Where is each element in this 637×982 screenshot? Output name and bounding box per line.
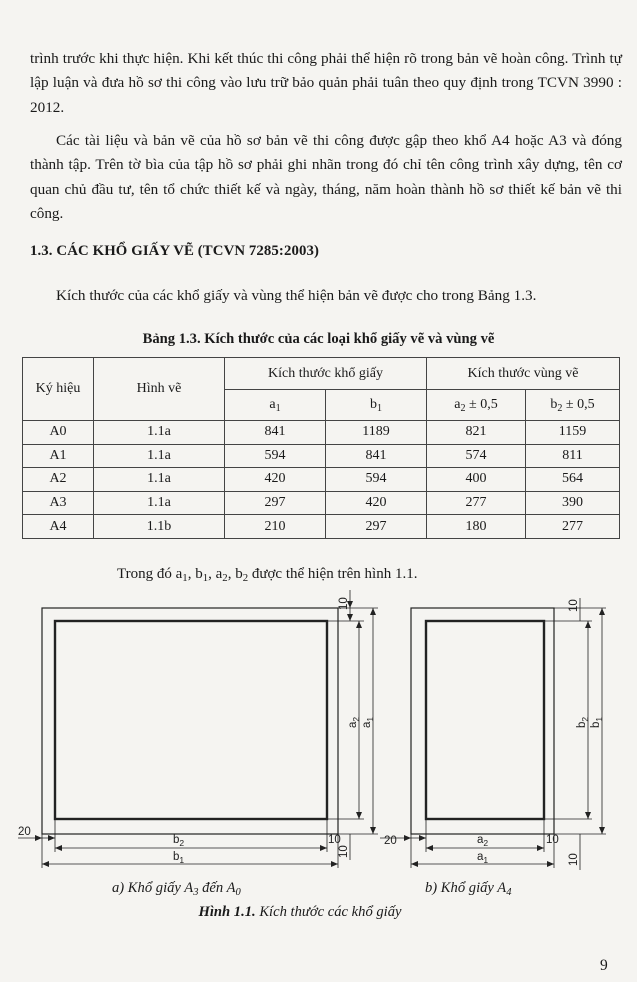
cell-b1: 420: [326, 491, 427, 515]
cell-a1: 420: [225, 468, 326, 492]
figure-caption: [0, 904, 600, 921]
figure-caption-text: Kích thước các khổ giấy: [259, 904, 402, 920]
paragraph-folding: Các tài liệu và bản vẽ của hồ sơ bản vẽ thi công được gập theo khổ A4 hoặc A3 và đóng thành tập. Trên tờ bìa của tập hồ sơ phải ghi nhãn trong đó chỉ tên công trình xây dựng, tên cơ quan chủ đầu tư, tên tổ chức thiết kế và ngày, tháng, năm hoàn thành hồ sơ thiết kế bản vẽ thi công.: [30, 132, 622, 223]
dim-b-b2: $b_2$: [576, 716, 590, 728]
note-line: Trong đó $a_1$, $b_1$, $a_2$, $b_2$ được thể hiện trên hình 1.1.: [117, 566, 418, 585]
cell-a1: 210: [225, 515, 326, 539]
cell-a1: 841: [225, 421, 326, 445]
header-b2: $b_2 \pm 0,5$: [526, 390, 620, 421]
dim-b-left-margin: 20: [384, 835, 397, 847]
dim-a-a1: $a_1$: [361, 716, 375, 728]
paper-a-outer: [42, 608, 338, 834]
cell-b2: 811: [526, 444, 620, 468]
dim-a-right-margin: 10: [328, 834, 341, 846]
dim-b-right-margin: 10: [546, 834, 559, 846]
section-number: 1.3.: [30, 243, 53, 259]
header-a1: $a_1$: [225, 390, 326, 421]
cell-a1: 297: [225, 491, 326, 515]
header-b1: $b_1$: [326, 390, 427, 421]
cell-hinh-ve: 1.1b: [94, 515, 225, 539]
cell-ky-hieu: A0: [23, 421, 94, 445]
header-paper-size: Kích thước khổ giấy: [225, 358, 427, 390]
table-row: [23, 421, 620, 445]
table-caption: Bảng 1.3. Kích thước của các loại khổ giấy vẽ và vùng vẽ: [142, 331, 495, 347]
paragraph-continuation: trình trước khi thực hiện. Khi kết thúc thi công phải thể hiện rõ trong bản vẽ hoàn công. Trình tự lập luận và đưa hồ sơ thi công vào lưu trữ bảo quản phải tuân theo quy định trong TCVN 3990 : 2012.: [30, 50, 622, 116]
dim-a-top-margin: 10: [338, 597, 350, 610]
paper-size-diagram: [0, 590, 637, 880]
dim-a-b1: $b_1$: [173, 851, 185, 865]
cell-hinh-ve: 1.1a: [94, 421, 225, 445]
cell-a1: 594: [225, 444, 326, 468]
caption-figure-b: b) Khổ giấy $A_4$: [425, 880, 512, 898]
cell-b1: 841: [326, 444, 427, 468]
cell-hinh-ve: 1.1a: [94, 491, 225, 515]
section-title: CÁC KHỔ GIẤY VẼ (TCVN 7285:2003): [56, 243, 319, 259]
caption-figure-a: a) Khổ giấy $A_3$ đến $A_0$: [112, 880, 241, 898]
cell-b2: 564: [526, 468, 620, 492]
dim-b-top-margin: 10: [568, 599, 580, 612]
table-body: [23, 421, 620, 539]
dim-b-a1: $a_1$: [477, 851, 489, 865]
cell-a2: 574: [427, 444, 526, 468]
cell-ky-hieu: A2: [23, 468, 94, 492]
section-heading: [30, 243, 319, 260]
cell-a2: 400: [427, 468, 526, 492]
cell-ky-hieu: A4: [23, 515, 94, 539]
header-ky-hieu: Ký hiệu: [23, 358, 94, 421]
paper-sizes-table: [22, 357, 620, 539]
cell-a2: 277: [427, 491, 526, 515]
header-a2: $a_2 \pm 0,5$: [427, 390, 526, 421]
paragraph-intro-table: Kích thước của các khổ giấy và vùng thể hiện bản vẽ được cho trong Bảng 1.3.: [56, 287, 537, 304]
paper-a-frame: [55, 621, 327, 819]
cell-b2: 390: [526, 491, 620, 515]
cell-hinh-ve: 1.1a: [94, 468, 225, 492]
cell-b1: 594: [326, 468, 427, 492]
cell-b1: 297: [326, 515, 427, 539]
dim-b-bottom-margin: 10: [568, 853, 580, 866]
dim-a-left-margin: 20: [18, 826, 31, 838]
figure-caption-label: Hình 1.1.: [198, 904, 256, 920]
cell-ky-hieu: A1: [23, 444, 94, 468]
dim-a-a2: $a_2$: [347, 716, 361, 728]
table-row: [23, 515, 620, 539]
cell-b2: 1159: [526, 421, 620, 445]
page-number: 9: [600, 957, 608, 974]
header-drawing-area: Kích thước vùng vẽ: [427, 358, 620, 390]
paper-b-outer: [411, 608, 554, 834]
dim-a-bottom-margin: 10: [338, 845, 350, 858]
dim-b-a2: $a_2$: [477, 834, 489, 848]
cell-hinh-ve: 1.1a: [94, 444, 225, 468]
header-hinh-ve: Hình vẽ: [94, 358, 225, 421]
cell-a2: 821: [427, 421, 526, 445]
paper-b-frame: [426, 621, 544, 819]
table-row: [23, 491, 620, 515]
dim-b-b1: $b_1$: [590, 716, 604, 728]
cell-b2: 277: [526, 515, 620, 539]
cell-b1: 1189: [326, 421, 427, 445]
dim-a-b2: $b_2$: [173, 834, 185, 848]
table-row: [23, 468, 620, 492]
cell-a2: 180: [427, 515, 526, 539]
table-row: [23, 444, 620, 468]
cell-ky-hieu: A3: [23, 491, 94, 515]
